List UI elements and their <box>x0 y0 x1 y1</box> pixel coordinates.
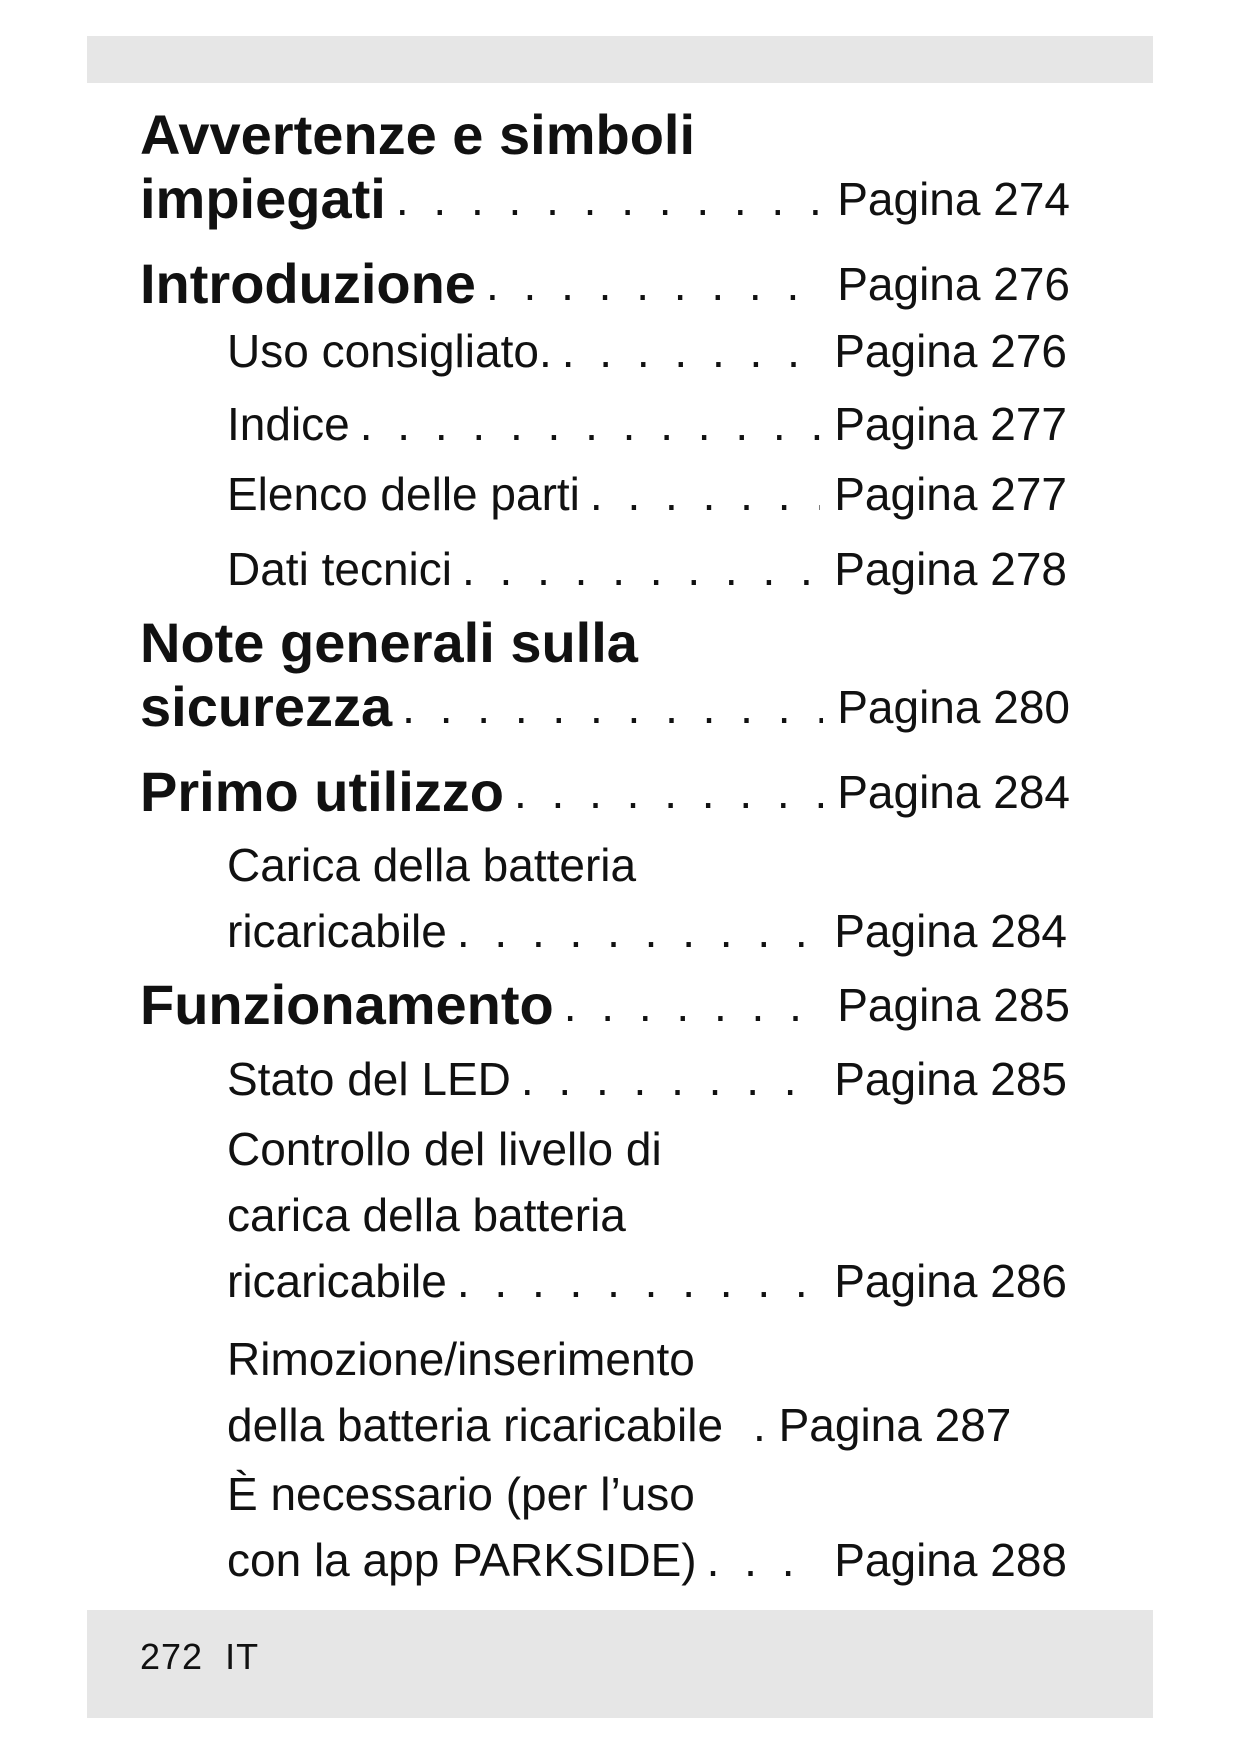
toc-title: Controllo del livello di <box>227 1123 662 1175</box>
toc-title: Dati tecnici <box>227 543 452 595</box>
toc-entry-introduzione[interactable] <box>140 252 1070 316</box>
toc-entry-carica-batteria[interactable] <box>227 832 1067 964</box>
leader-dots <box>554 973 823 1037</box>
toc-title: Funzionamento <box>140 973 554 1036</box>
toc-page-ref: Pagina 274 <box>837 173 1070 225</box>
leader-dots <box>697 1527 821 1593</box>
toc-entry-primo-utilizzo[interactable] <box>140 760 1070 824</box>
toc-title: Carica della batteria <box>227 839 637 891</box>
toc-title: Indice <box>227 398 350 450</box>
toc-title: Elenco delle parti <box>227 468 580 520</box>
toc-page-ref: Pagina 288 <box>834 1534 1067 1586</box>
toc-entry-indice[interactable] <box>227 391 1067 457</box>
toc-entry-stato-led[interactable] <box>227 1046 1067 1112</box>
toc-entry-controllo-livello[interactable] <box>227 1116 1067 1314</box>
toc-page-ref: Pagina 276 <box>837 258 1070 310</box>
toc-page-ref: Pagina 285 <box>837 979 1070 1031</box>
toc-title: carica della batteria <box>227 1189 626 1241</box>
toc-page-ref: Pagina 284 <box>837 766 1070 818</box>
page-number: 272 <box>140 1636 204 1677</box>
toc-title: della batteria ricaricabile <box>227 1399 724 1451</box>
leader-dots <box>580 461 820 527</box>
leader-dots <box>392 675 823 739</box>
toc-entry-rimozione-batteria[interactable] <box>227 1326 1067 1458</box>
toc-title: Primo utilizzo <box>140 760 504 823</box>
toc-page-ref: Pagina 285 <box>834 1053 1067 1105</box>
toc-title: con la app PARKSIDE) <box>227 1534 697 1586</box>
toc-title: Rimozione/inserimento <box>227 1333 695 1385</box>
toc-page-ref: Pagina 276 <box>834 325 1067 377</box>
language-code: IT <box>225 1636 260 1677</box>
leader-dots <box>552 318 821 384</box>
leader-dots <box>386 167 823 231</box>
toc-title: Note generali sulla <box>140 611 638 674</box>
toc-entry-note-sicurezza[interactable] <box>140 611 1070 739</box>
leader-dots <box>452 536 820 602</box>
footer <box>140 1636 259 1678</box>
header-band <box>87 36 1153 83</box>
leader-dots <box>511 1046 820 1112</box>
toc-entry-app-parkside[interactable] <box>227 1461 1067 1593</box>
toc-page-ref: Pagina 277 <box>834 468 1067 520</box>
leader-dots <box>476 252 823 316</box>
toc-entry-uso-consigliato[interactable] <box>227 318 1067 384</box>
toc-title: Avvertenze e simboli <box>140 103 696 166</box>
leader-dots <box>447 898 820 964</box>
toc-page-ref: Pagina 277 <box>834 398 1067 450</box>
leader-dots <box>447 1248 820 1314</box>
toc-entry-avvertenze[interactable] <box>140 103 1070 231</box>
toc-title: impiegati <box>140 167 386 230</box>
toc-title: Uso consigliato. <box>227 325 552 377</box>
toc-entry-dati-tecnici[interactable] <box>227 536 1067 602</box>
toc-page-ref: Pagina 286 <box>834 1255 1067 1307</box>
toc-title: È necessario (per l’uso <box>227 1468 695 1520</box>
toc-title: Introduzione <box>140 252 476 315</box>
leader-dots <box>350 391 820 457</box>
toc-page-ref: Pagina 284 <box>834 905 1067 957</box>
toc-title: sicurezza <box>140 675 393 738</box>
toc-page-ref: Pagina 280 <box>837 681 1070 733</box>
toc-page-ref: Pagina 278 <box>834 543 1067 595</box>
toc-page-ref: . Pagina 287 <box>753 1399 1012 1451</box>
leader-dots <box>504 760 823 824</box>
toc-entry-elenco-parti[interactable] <box>227 461 1067 527</box>
toc-entry-funzionamento[interactable] <box>140 973 1070 1037</box>
toc-title: ricaricabile <box>227 1255 447 1307</box>
toc-title: Stato del LED <box>227 1053 511 1105</box>
toc-title: ricaricabile <box>227 905 447 957</box>
